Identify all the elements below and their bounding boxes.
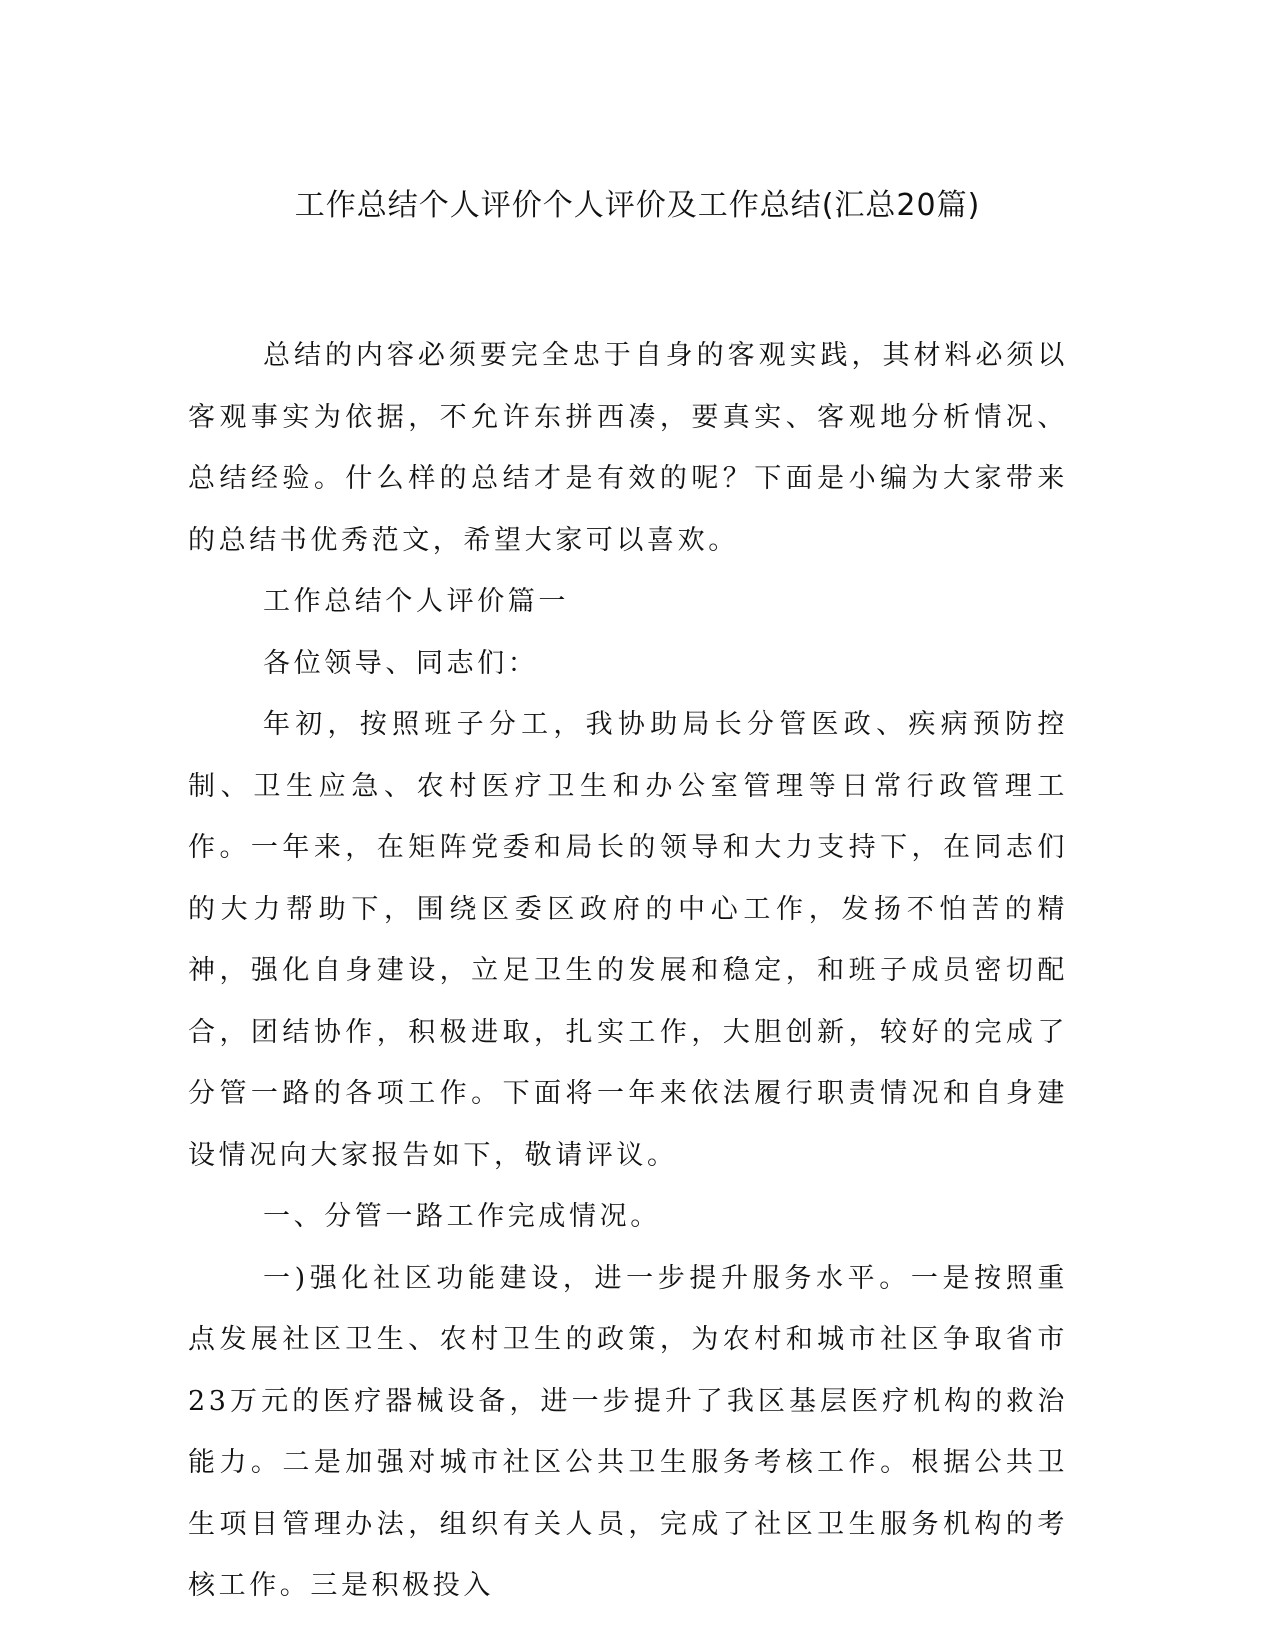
salutation: 各位领导、同志们： (263, 647, 539, 679)
body-paragraph: 一)强化社区功能建设，进一步提升服务水平。一是按照重点发展社区卫生、农村卫生的政策，为农村和城市社区争取省市23万元的医疗器械设备，进一步提升了我区基层医疗机构的救治能力。二是加强对城市社区公共卫生服务考核工作。根据公共卫生项目管理办法，组织有关人员，完成了社区卫生服务机构的考核工作。三是积极投入 (188, 1262, 1068, 1601)
section-heading: 工作总结个人评价篇一 (263, 586, 569, 617)
document-body (188, 325, 1068, 1617)
body-paragraph: 年初，按照班子分工，我协助局长分管医政、疾病预防控制、卫生应急、农村医疗卫生和办公室管理等日常行政管理工作。一年来，在矩阵党委和局长的领导和大力支持下，在同志们的大力帮助下，围绕区委区政府的中心工作，发扬不怕苦的精神，强化自身建设，立足卫生的发展和稳定，和班子成员密切配合，团结协作，积极进取，扎实工作，大胆创新，较好的完成了分管一路的各项工作。下面将一年来依法履行职责情况和自身建设情况向大家报告如下，敬请评议。 (188, 709, 1068, 1171)
subsection-heading: 一、分管一路工作完成情况。 (263, 1201, 661, 1232)
document-title: 工作总结个人评价个人评价及工作总结(汇总20篇) (294, 188, 981, 223)
intro-paragraph: 总结的内容必须要完全忠于自身的客观实践，其材料必须以客观事实为依据，不允许东拼西凑，要真实、客观地分析情况、总结经验。什么样的总结才是有效的呢？下面是小编为大家带来的总结书优秀范文，希望大家可以喜欢。 (188, 340, 1068, 556)
